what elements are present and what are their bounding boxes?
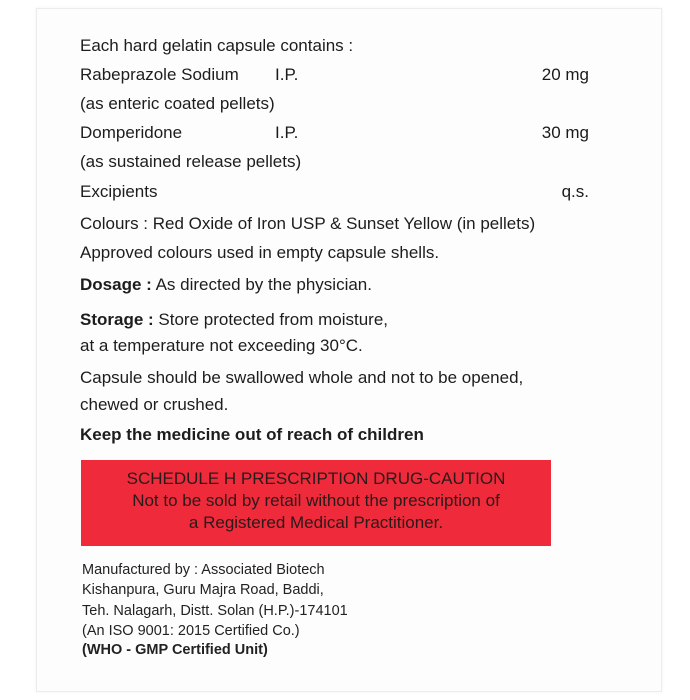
storage-text: Store protected from moisture, bbox=[153, 310, 389, 329]
colours-line: Colours : Red Oxide of Iron USP & Sunset Yellow (in pellets) bbox=[80, 214, 536, 233]
approved-colours-line: Approved colours used in empty capsule shells. bbox=[80, 243, 440, 262]
caution-line2: Not to be sold by retail without the prescription of bbox=[132, 491, 500, 510]
ingredient2-standard: I.P. bbox=[275, 123, 299, 142]
excipients-name: Excipients bbox=[80, 182, 158, 201]
ingredient1-standard: I.P. bbox=[275, 65, 299, 84]
ingredient1-quantity: 20 mg bbox=[541, 65, 589, 84]
manufacturer-line4: (An ISO 9001: 2015 Certified Co.) bbox=[82, 623, 300, 639]
storage-label: Storage : bbox=[80, 310, 154, 329]
caution-box bbox=[81, 460, 551, 546]
dosage-line bbox=[80, 274, 372, 296]
ingredient1-name: Rabeprazole Sodium bbox=[80, 65, 239, 84]
ingredient2-note: (as sustained release pellets) bbox=[80, 152, 302, 171]
dosage-text: As directed by the physician. bbox=[151, 275, 372, 294]
manufacturer-line2: Kishanpura, Guru Majra Road, Baddi, bbox=[82, 582, 324, 598]
storage-line2: at a temperature not exceeding 30°C. bbox=[80, 336, 363, 355]
caution-line3: a Registered Medical Practitioner. bbox=[188, 513, 444, 532]
ingredient1-note: (as enteric coated pellets) bbox=[80, 94, 275, 113]
ingredient2-quantity: 30 mg bbox=[541, 123, 589, 142]
storage-line bbox=[80, 309, 388, 331]
children-warning: Keep the medicine out of reach of children bbox=[80, 425, 424, 444]
swallow-line1: Capsule should be swallowed whole and not to be opened, bbox=[80, 368, 524, 387]
composition-heading: Each hard gelatin capsule contains : bbox=[80, 36, 354, 55]
caution-line1: SCHEDULE H PRESCRIPTION DRUG-CAUTION bbox=[126, 469, 506, 488]
manufacturer-line1: Manufactured by : Associated Biotech bbox=[82, 562, 325, 578]
swallow-line2: chewed or crushed. bbox=[80, 395, 229, 414]
manufacturer-line5: (WHO - GMP Certified Unit) bbox=[82, 642, 268, 658]
dosage-label: Dosage : bbox=[80, 275, 152, 294]
excipients-quantity: q.s. bbox=[561, 182, 589, 201]
manufacturer-line3: Teh. Nalagarh, Distt. Solan (H.P.)-174101 bbox=[82, 603, 348, 619]
ingredient2-name: Domperidone bbox=[80, 123, 183, 142]
